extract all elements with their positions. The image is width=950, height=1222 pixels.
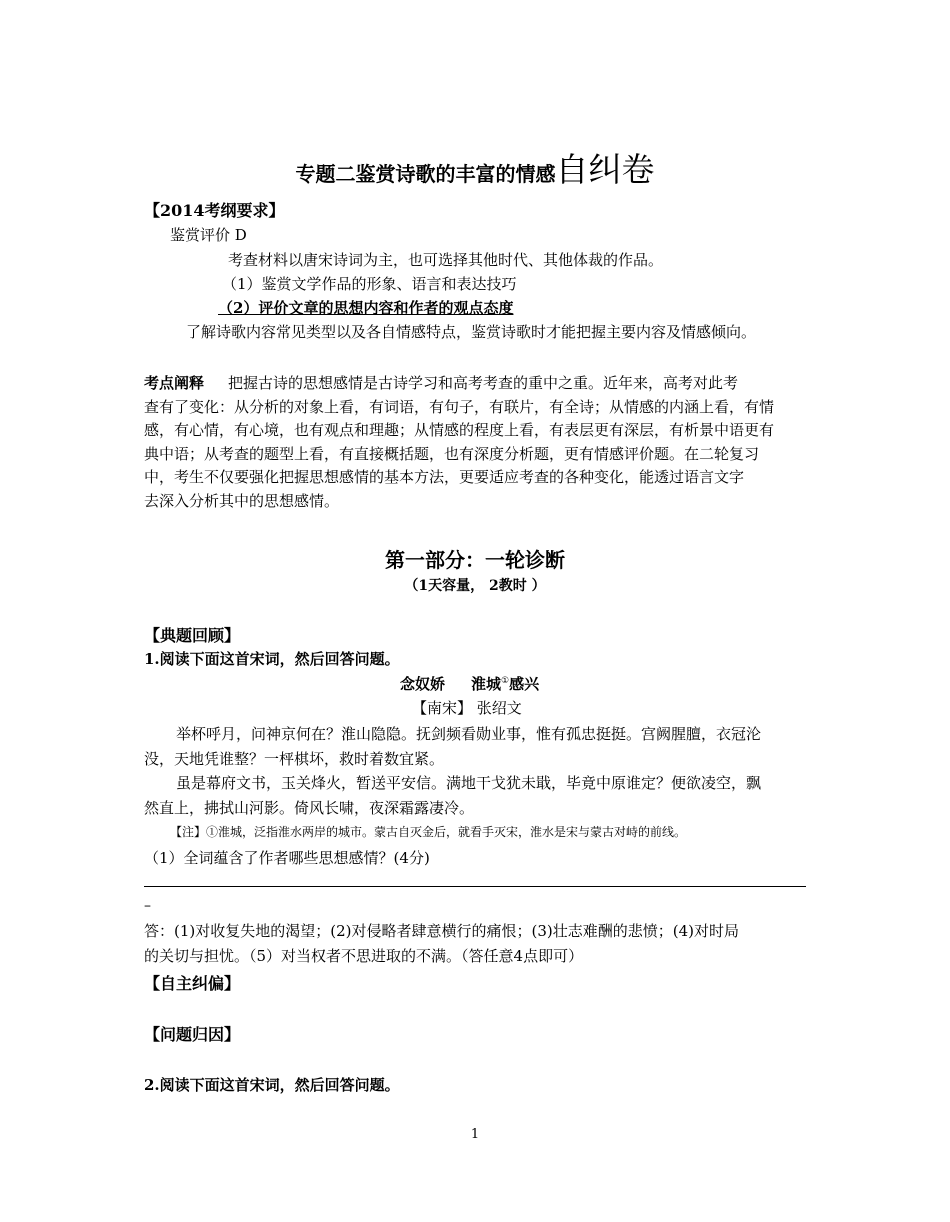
poem-subtitle-pre: 淮城 bbox=[471, 675, 502, 693]
poem-line: 虽是幕府文书，玉关烽火，暂送平安信。满地干戈犹未戢，毕竟中原谁定？便欲凌空，飘 bbox=[176, 774, 762, 792]
poem-author: 【南宋】 张绍文 bbox=[412, 699, 522, 717]
analysis-line: 感，有心情，有心境，也有观点和理趣；从情感的程度上看，有表层更有深层，有析景中语更有 bbox=[144, 421, 775, 439]
page-title bbox=[0, 144, 950, 191]
answer-line: 答：(1)对收复失地的渴望；(2)对侵略者肆意横行的痛恨；(3)壮志难酬的悲愤；(4)对时局 bbox=[144, 922, 739, 940]
poem-body bbox=[144, 722, 816, 820]
analysis-line: 把握古诗的思想感情是古诗学习和高考考查的重中之重。近年来，高考对此考 bbox=[228, 374, 739, 392]
poem-subtitle-post: 感兴 bbox=[509, 675, 540, 693]
self-correct-heading: 【自主纠偏】 bbox=[144, 974, 241, 993]
title-suffix: 自纠卷 bbox=[555, 150, 655, 189]
poem-title-text: 念奴娇 bbox=[400, 675, 446, 693]
poem-footnote: 【注】①淮城，泛指淮水两岸的城市。蒙古自灭金后，就看手灭宋，淮水是宋与蒙古对峙的前线。 bbox=[170, 825, 687, 839]
analysis-line: 中，考生不仅要强化把握思想感情的基本方法，更要适应考查的各种变化，能透过语言文字 bbox=[144, 468, 745, 486]
poem-title bbox=[400, 673, 539, 694]
answer-line: 的关切与担忧。（5）对当权者不思进取的不满。（答任意4点即可） bbox=[144, 946, 584, 965]
analysis-line: 去深入分析其中的思想感情。 bbox=[144, 491, 340, 510]
footnote-marker: ① bbox=[501, 676, 510, 686]
syllabus-item-2: （2）评价文章的思想内容和作者的观点态度 bbox=[218, 299, 514, 317]
analysis-label: 考点阐释 bbox=[144, 374, 205, 392]
part1-heading: 第一部分：一轮诊断 bbox=[385, 548, 565, 572]
part1-sub: （1天容量， 2教时 ） bbox=[404, 578, 546, 594]
review-heading: 【典题回顾】 bbox=[144, 626, 241, 645]
question-2: 2.阅读下面这首宋词，然后回答问题。 bbox=[144, 1076, 400, 1094]
answer-paragraph bbox=[144, 919, 816, 968]
poem-line: 举杯呼月，问神京何在？淮山隐隐。抚剑频看勋业事，惟有孤忠挺挺。宫阙腥膻，衣冠沦 bbox=[176, 725, 762, 743]
syllabus-heading: 【2014考纲要求】 bbox=[144, 201, 285, 220]
syllabus-note: 了解诗歌内容常见类型以及各自情感特点，鉴赏诗歌时才能把握主要内容及情感倾向。 bbox=[186, 323, 757, 341]
title-main: 专题二鉴赏诗歌的丰富的情感 bbox=[295, 162, 556, 186]
question-1: 1.阅读下面这首宋词，然后回答问题。 bbox=[144, 650, 400, 668]
poem-line: 没，天地凭谁整？一枰棋坏，救时着数宜紧。 bbox=[144, 749, 445, 768]
syllabus-level: 鉴赏评价 D bbox=[170, 226, 247, 244]
answer-dash: – bbox=[144, 898, 151, 914]
poem-line: 然直上，拂拭山河影。倚风长啸，夜深霜露凄冷。 bbox=[144, 798, 475, 817]
syllabus-scope: 考查材料以唐宋诗词为主，也可选择其他时代、其他体裁的作品。 bbox=[228, 251, 664, 269]
page-number: 1 bbox=[470, 1127, 480, 1142]
syllabus-item-1: （1）鉴赏文学作品的形象、语言和表达技巧 bbox=[222, 275, 517, 293]
answer-line-rule bbox=[144, 886, 806, 887]
cause-heading: 【问题归因】 bbox=[144, 1025, 241, 1044]
analysis-line: 典中语；从考查的题型上看，有直接概括题，也有深度分析题，更有情感评价题。在二轮复习 bbox=[144, 444, 760, 463]
analysis-line: 查有了变化：从分析的对象上看，有词语，有句子，有联片，有全诗；从情感的内涵上看，有情 bbox=[144, 397, 775, 416]
analysis-paragraph bbox=[144, 372, 816, 513]
sub-question-1: （1）全词蕴含了作者哪些思想感情？(4分) bbox=[144, 849, 430, 867]
